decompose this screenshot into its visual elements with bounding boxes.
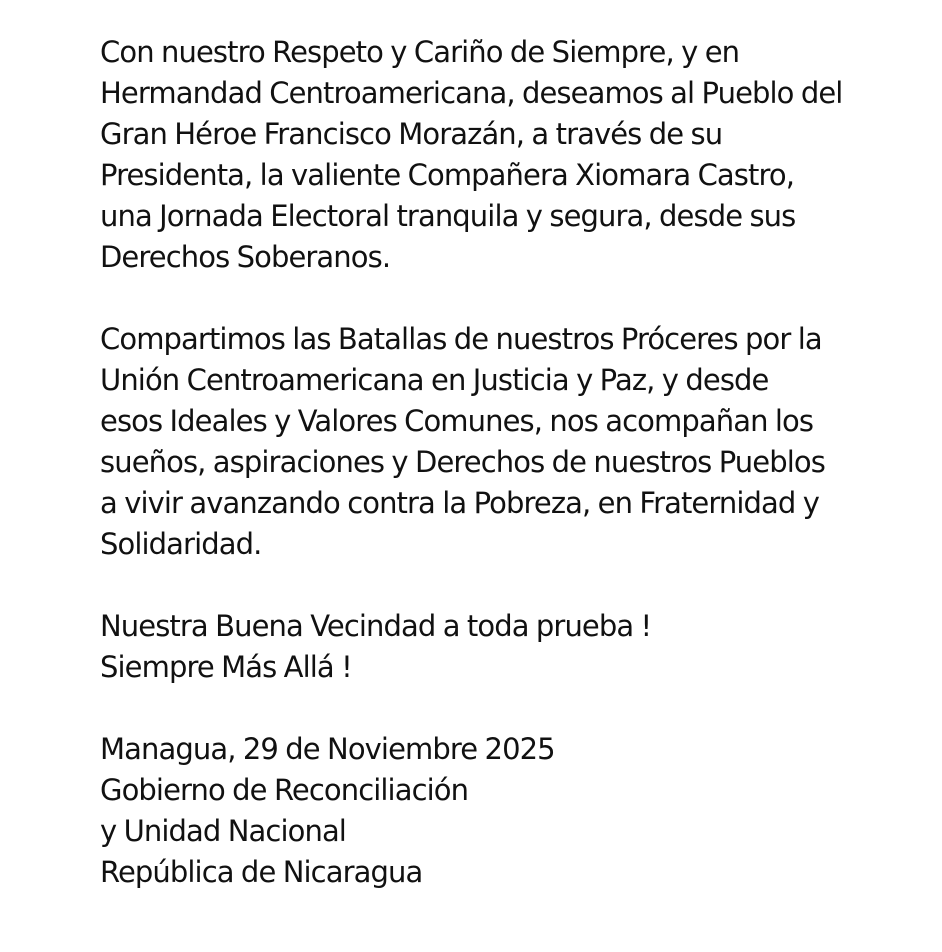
message-document [100,32,900,934]
text-line: a vivir avanzando contra la Pobreza, en Fraternidad y [100,486,819,520]
text-line: sueños, aspiraciones y Derechos de nuestros Pueblos [100,445,825,479]
text-line: Compartimos las Batallas de nuestros Próceres por la [100,322,822,356]
signature-block [100,729,900,893]
closing-line: Siempre Más Allá ! [100,650,352,684]
text-line: Derechos Soberanos. [100,240,391,274]
text-line: Presidenta, la valiente Compañera Xiomara Castro, [100,158,795,192]
closing-lines [100,606,900,688]
text-line: esos Ideales y Valores Comunes, nos acompañan los [100,404,814,438]
text-line: Hermandad Centroamericana, deseamos al Pueblo del [100,76,843,110]
government-name-line-1: Gobierno de Reconciliación [100,773,469,807]
government-name-line-2: y Unidad Nacional [100,814,346,848]
text-line: una Jornada Electoral tranquila y segura, desde sus [100,199,796,233]
closing-line: Nuestra Buena Vecindad a toda prueba ! [100,609,652,643]
text-line: Unión Centroamericana en Justicia y Paz, y desde [100,363,769,397]
paragraph-greeting [100,32,900,278]
text-line: Con nuestro Respeto y Cariño de Siempre, y en [100,35,740,69]
paragraph-solidarity [100,319,900,565]
place-date: Managua, 29 de Noviembre 2025 [100,732,555,766]
country-name: República de Nicaragua [100,855,423,889]
text-line: Solidaridad. [100,527,262,561]
text-line: Gran Héroe Francisco Morazán, a través de su [100,117,723,151]
